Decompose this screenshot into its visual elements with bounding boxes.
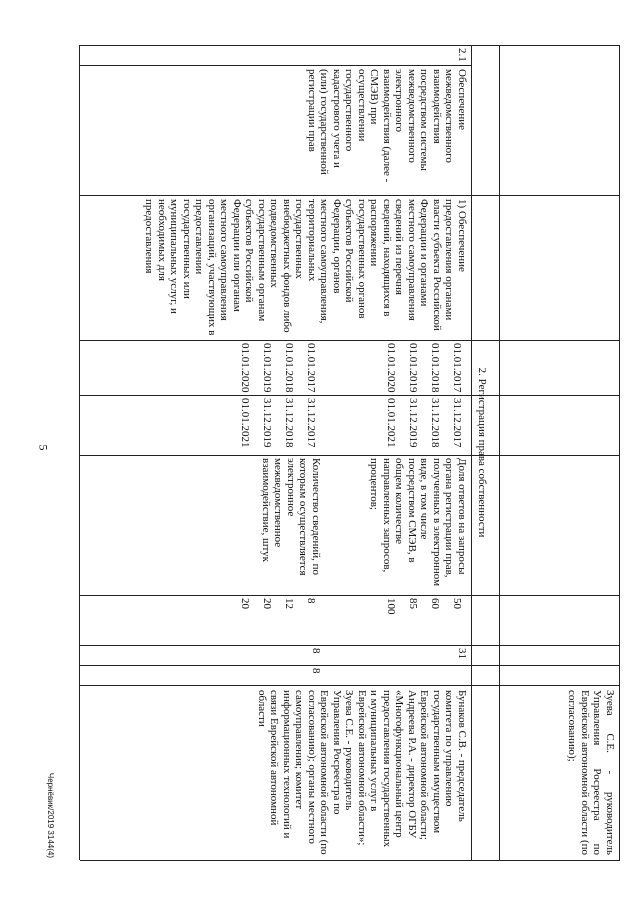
value: 20 xyxy=(261,598,273,609)
value: 85 xyxy=(407,598,419,609)
value: 20 xyxy=(239,598,251,609)
row-number: 2.1 xyxy=(456,48,468,62)
start-dates-1 xyxy=(380,343,468,393)
col-b-value: 8 xyxy=(310,668,322,674)
indicator-1: Доля ответов на запросы органа регистрации прав, полученных в электронном виде, в том числе посредством СМЭВ, в общем количестве направленных запросов, процентов; xyxy=(368,458,468,587)
start-date: 01.01.2020 xyxy=(385,343,397,393)
values-2 xyxy=(234,598,322,642)
page-number: 5 xyxy=(36,444,51,451)
values-1 xyxy=(380,598,468,642)
end-dates-2 xyxy=(234,398,322,453)
end-date: 01.01.2021 xyxy=(385,398,397,448)
end-date: 31.12.2019 xyxy=(407,398,419,448)
value: 8 xyxy=(305,598,317,604)
document-table xyxy=(46,45,620,860)
start-date: 01.01.2019 xyxy=(261,343,273,393)
start-date: 01.01.2018 xyxy=(283,343,295,393)
col-a-value-1: 31 xyxy=(456,648,468,659)
start-date: 01.01.2017 xyxy=(305,343,317,393)
start-date: 01.01.2019 xyxy=(407,343,419,393)
value: 100 xyxy=(385,598,397,615)
responsible-text: Бунаков С.В. - председатель комитета по управлению государственным имуществом Еврейской автономной области; Андреева Р.А. - директор ОГБУ «Многофункциональный центр предоставления государственных и муниципальных услуг в Еврейской автономной области»; Зуева С.Е. - руководитель Управления Росреестра по Еврейской автономной области (по согласованию); органы местного самоуправления; комитет информационных технологий и связи Еврейской автономной области xyxy=(256,690,468,855)
start-date: 01.01.2018 xyxy=(429,343,441,393)
value: 50 xyxy=(451,598,463,609)
doc-stamp: Чернёвик/2019 3144(4) xyxy=(46,772,55,858)
start-dates-2 xyxy=(234,343,322,393)
end-date: 31.12.2019 xyxy=(261,398,273,448)
end-date: 31.12.2017 xyxy=(451,398,463,448)
indicator-2: Количество сведений, по которым осуществляется электронное межведомственное взаимодействие, штук xyxy=(260,458,322,576)
event-text: Обеспечение межведомственного взаимодействия посредством системы межведомственного электронного взаимодействия (далее - СМЭВ) при осуществлении государственного кадастрового учета и (или) государственной регистрации прав xyxy=(306,69,468,183)
value: 12 xyxy=(283,598,295,609)
top-responsible: Зуева С.Е. - руководитель Управления Росреестра по Еврейской автономной области (по согласованию); xyxy=(566,690,616,855)
measure-text: 1) Обеспечение предоставления органами власти субъекта Российской Федерации и органами местного самоуправления сведений из перечня сведений, находящихся в распоряжении государственных органов субъектов Российской Федерации, органов местного самоуправления, территориальных государственных внебюджетных фондов либо подведомственных государственным органам субъектов Российской Федерации или органам местного самоуправления организаций, участвующих в предоставлении государственных или муниципальных услуг, и необходимых для предоставления xyxy=(143,199,468,336)
start-date: 01.01.2020 xyxy=(239,343,251,393)
col-a-value-2: 8 xyxy=(310,648,322,654)
section-title: 2. Регистрация права собственности xyxy=(476,367,488,538)
end-date: 01.01.2021 xyxy=(239,398,251,448)
start-date: 01.01.2017 xyxy=(451,343,463,393)
end-date: 31.12.2018 xyxy=(429,398,441,448)
value: 60 xyxy=(429,598,441,609)
end-dates-1 xyxy=(380,398,468,453)
end-date: 31.12.2017 xyxy=(305,398,317,448)
end-date: 31.12.2018 xyxy=(283,398,295,448)
